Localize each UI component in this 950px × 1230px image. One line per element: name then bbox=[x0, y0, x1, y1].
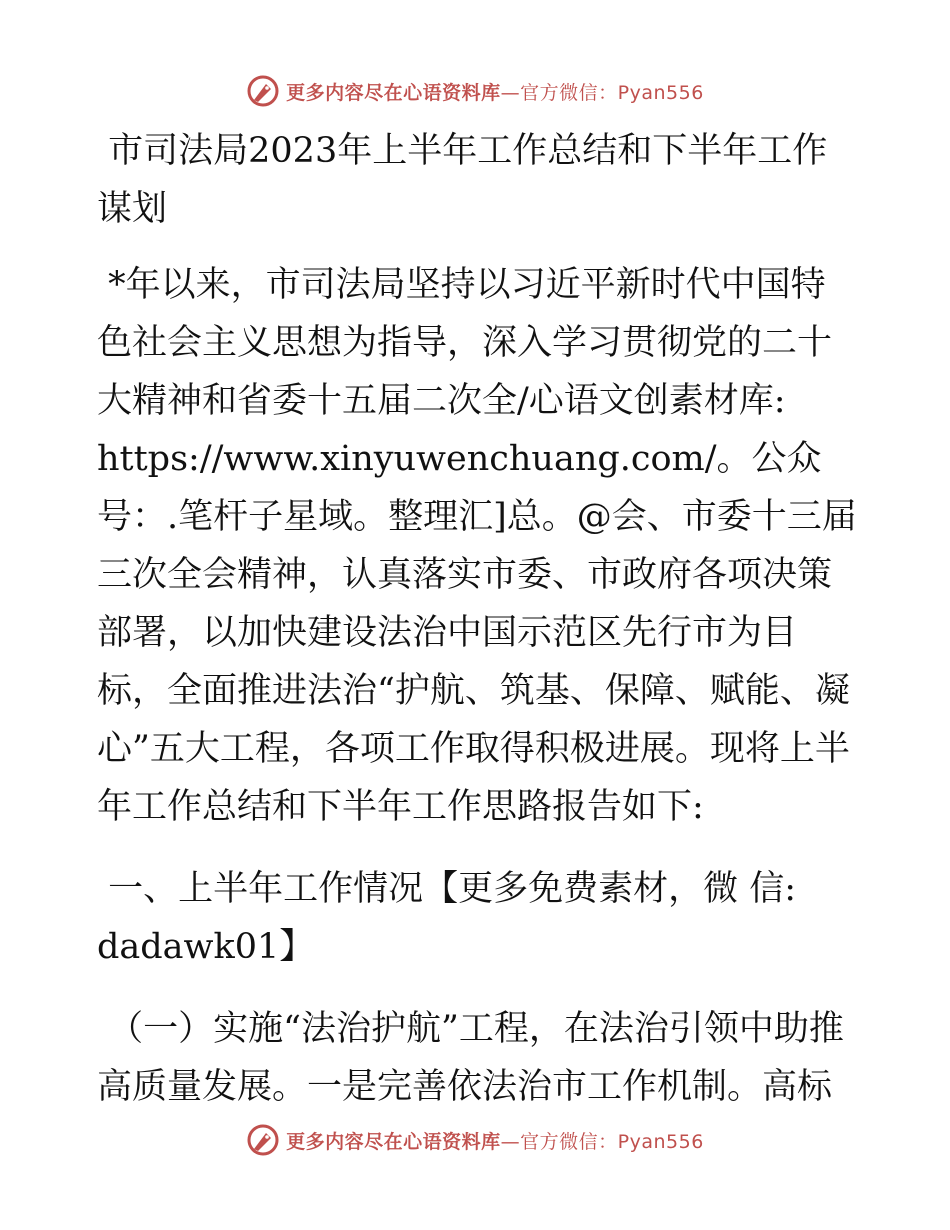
watermark-contact: —官方微信：Pyan556 bbox=[500, 81, 704, 104]
intro-paragraph: *年以来，市司法局坚持以习近平新时代中国特色社会主义思想为指导，深入学习贯彻党的二十大精神和省委十五届二次全/心语文创素材库: https://www.xinyuwenchuang.com/。公众号：.笔杆子星域。整理汇]总。@会、市委十三届三次全会精神，认真落实市委、市政府各项决策部署，以加快建设法治中国示范区先行市为目标，全面推进法治“护航、筑基、保障、赋能、凝心”五大工程，各项工作取得积极进展。现将上半年工作总结和下半年工作思路报告如下: bbox=[97, 265, 857, 827]
watermark-footer bbox=[0, 1120, 950, 1160]
pen-nib-logo-icon bbox=[246, 74, 280, 108]
section-heading: 一、上半年工作情况【更多免费素材，微 信: dadawk01】 bbox=[97, 869, 808, 967]
watermark-header bbox=[0, 71, 950, 111]
watermark-name: 更多内容尽在心语资料库 bbox=[286, 81, 501, 104]
watermark-name: 更多内容尽在心语资料库 bbox=[286, 1130, 501, 1153]
watermark-contact: —官方微信：Pyan556 bbox=[500, 1130, 704, 1153]
document-body bbox=[97, 122, 857, 1116]
subsection-paragraph: （一）实施“法治护航”工程，在法治引领中助推高质量发展。一是完善依法治市工作机制。高标 bbox=[97, 1009, 844, 1107]
pen-nib-logo-icon bbox=[246, 1123, 280, 1157]
document-title: 市司法局2023年上半年工作总结和下半年工作谋划 bbox=[97, 131, 828, 229]
